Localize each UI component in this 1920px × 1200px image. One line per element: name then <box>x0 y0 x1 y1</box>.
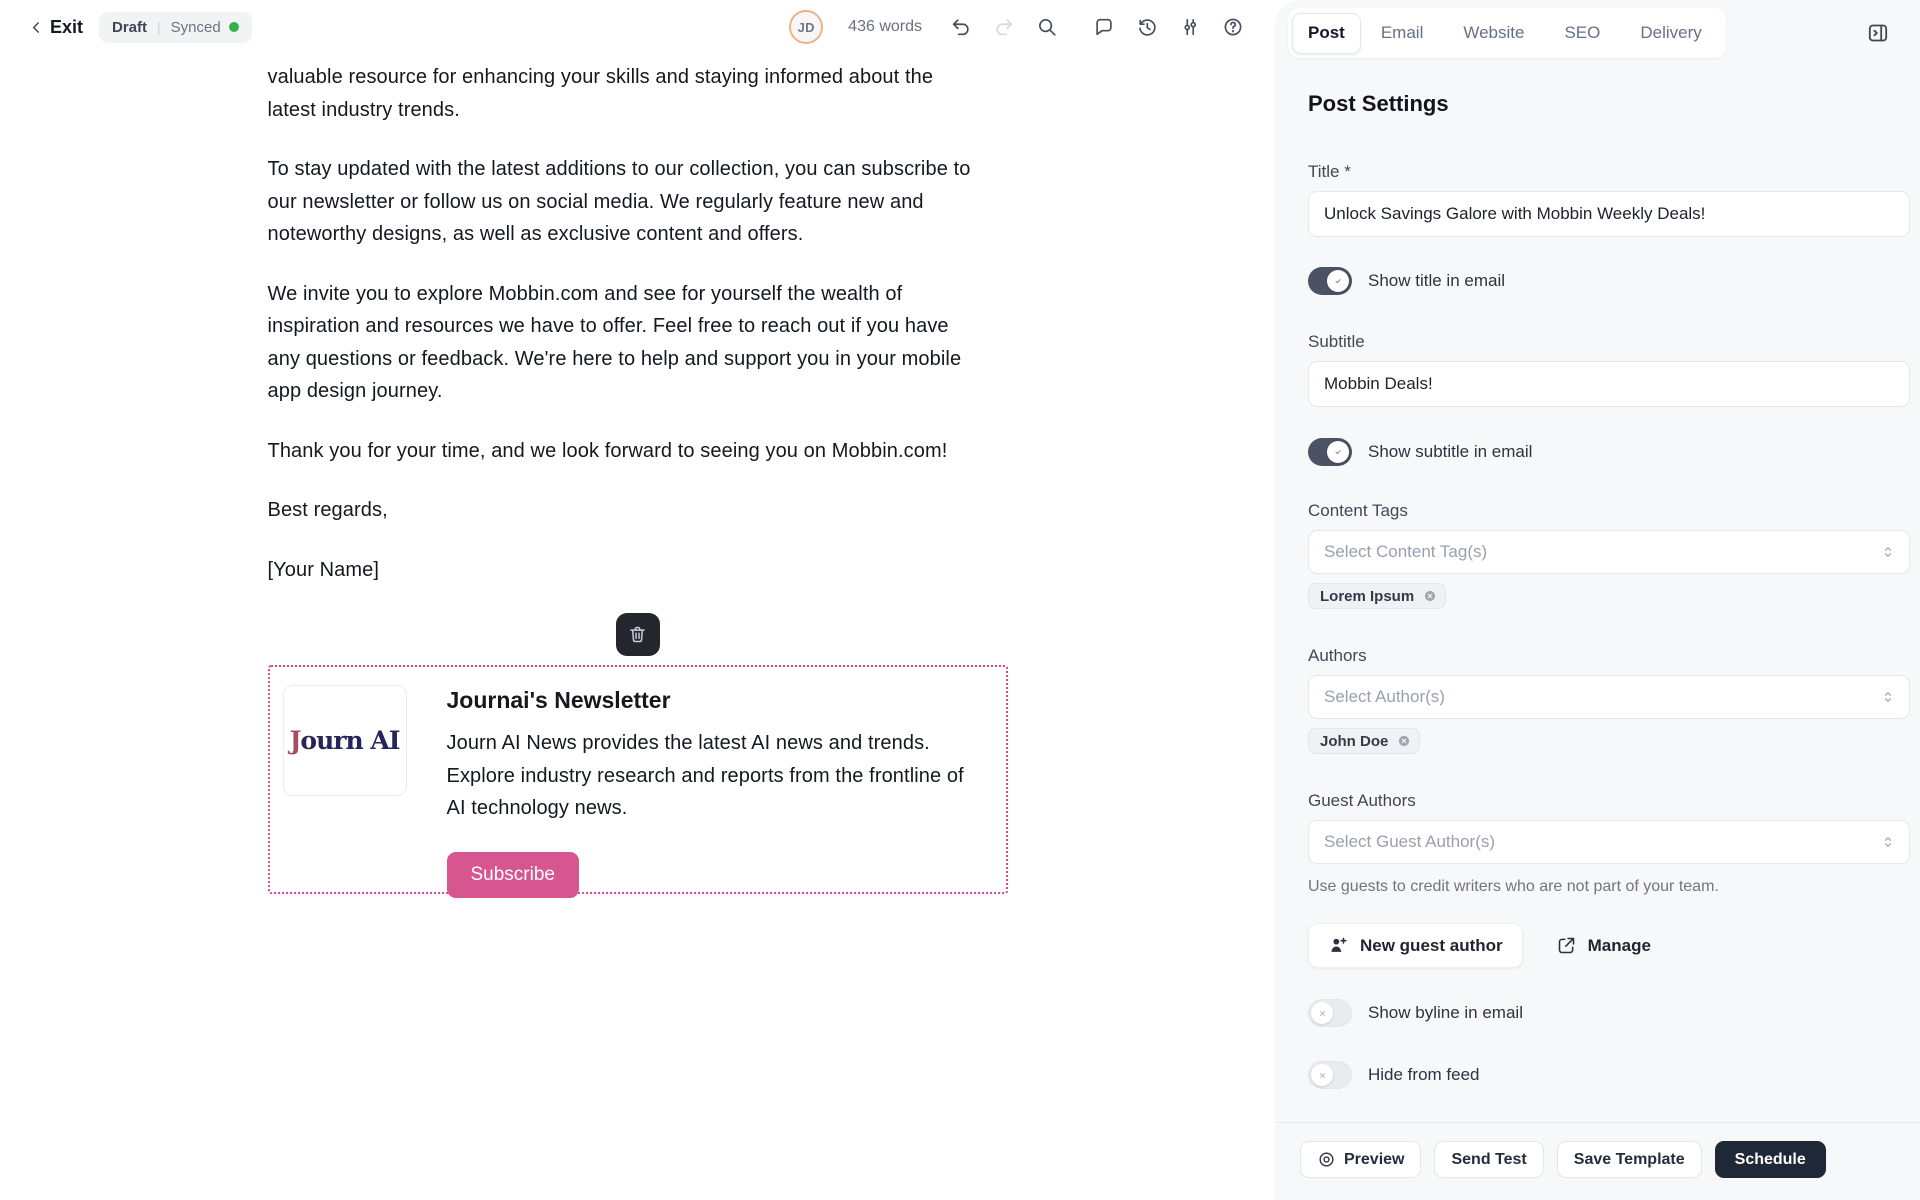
title-input[interactable] <box>1308 191 1910 237</box>
word-count: 436 words <box>848 18 922 35</box>
content-tag-chip[interactable] <box>1308 583 1446 609</box>
person-plus-icon <box>1328 935 1349 956</box>
guest-authors-label: Guest Authors <box>1308 791 1416 810</box>
paragraph: Best regards, <box>267 499 388 521</box>
exit-label: Exit <box>50 16 84 37</box>
redo-icon[interactable] <box>992 15 1016 39</box>
exit-button[interactable] <box>28 17 83 38</box>
show-title-toggle[interactable] <box>1308 267 1352 295</box>
newsletter-logo-text <box>290 726 400 755</box>
toggle-x-icon <box>1311 1064 1333 1086</box>
tab-seo[interactable]: SEO <box>1564 23 1601 42</box>
show-byline-toggle-row <box>1308 999 1908 1027</box>
synced-dot-icon <box>229 22 239 32</box>
authors-label: Authors <box>1308 646 1367 665</box>
subscribe-button[interactable]: Subscribe <box>447 852 580 898</box>
save-template-label: Save Template <box>1573 1150 1685 1168</box>
newsletter-signup-card[interactable] <box>268 665 1008 894</box>
delete-embed-button[interactable] <box>616 613 660 656</box>
post-settings-panel <box>1275 66 1920 1122</box>
toolbar-right-group <box>789 10 1245 44</box>
hide-from-feed-label: Hide from feed <box>1368 1065 1480 1084</box>
authors-placeholder: Select Author(s) <box>1324 687 1445 706</box>
preview-button[interactable] <box>1300 1141 1421 1178</box>
content-tags-group <box>1308 500 1908 609</box>
toggle-check-icon <box>1327 441 1349 463</box>
paragraph-list <box>268 61 1008 586</box>
trash-icon <box>627 624 648 645</box>
paragraph: valuable resource for enhancing your skills and staying informed about the latest industry trends. <box>267 66 934 121</box>
content-tags-placeholder: Select Content Tag(s) <box>1324 542 1488 561</box>
new-guest-author-label: New guest author <box>1360 935 1503 955</box>
toggle-check-icon <box>1327 270 1349 292</box>
manage-label: Manage <box>1587 935 1651 955</box>
authors-select[interactable] <box>1308 675 1910 719</box>
status-badge <box>99 12 252 43</box>
status-synced <box>171 19 239 36</box>
preview-eye-icon <box>1317 1150 1336 1169</box>
content-tag-chip-label: Lorem Ipsum <box>1320 587 1415 605</box>
logo-letter-j: J <box>289 726 301 755</box>
document-body <box>268 54 1008 894</box>
show-byline-label: Show byline in email <box>1368 1003 1523 1022</box>
newsletter-embed-block <box>268 613 1008 894</box>
send-test-button[interactable] <box>1434 1141 1543 1178</box>
newsletter-title: Journai's Newsletter <box>446 687 671 713</box>
status-synced-label: Synced <box>170 18 221 36</box>
logo-rest: ourn AI <box>300 726 400 755</box>
hide-from-feed-toggle-row <box>1308 1061 1908 1089</box>
subtitle-field-group <box>1308 331 1908 407</box>
comment-icon[interactable] <box>1092 15 1116 39</box>
author-chip[interactable] <box>1308 728 1420 754</box>
history-icon[interactable] <box>1135 15 1159 39</box>
title-field-group <box>1308 161 1908 237</box>
help-icon[interactable] <box>1221 15 1245 39</box>
guest-authors-select[interactable] <box>1308 820 1910 864</box>
newsletter-card-content <box>446 685 995 885</box>
editor-canvas[interactable] <box>0 54 1275 1200</box>
settings-tab-group <box>1288 8 1726 58</box>
avatar[interactable]: JD <box>789 10 823 44</box>
chevron-up-down-icon <box>1879 833 1897 851</box>
status-separator: | <box>157 19 161 35</box>
show-subtitle-toggle-row <box>1308 438 1908 466</box>
collapse-panel-icon[interactable] <box>1862 17 1894 49</box>
sliders-icon[interactable] <box>1178 15 1202 39</box>
content-tags-select[interactable] <box>1308 530 1910 574</box>
paragraph: Thank you for your time, and we look forward to seeing you on Mobbin.com! <box>267 439 948 462</box>
guest-authors-group <box>1308 790 1908 897</box>
chevron-up-down-icon <box>1879 688 1897 706</box>
status-draft: Draft <box>112 18 148 36</box>
paragraph: We invite you to explore Mobbin.com and see for yourself the wealth of inspiration and resources we have to offer. Feel free to reach out if you have any questions or feedback. We're here to help and support you in your mobile app design journey. <box>267 282 962 402</box>
title-label: Title * <box>1308 162 1351 181</box>
subtitle-label: Subtitle <box>1308 332 1365 351</box>
newsletter-description: Journ AI News provides the latest AI news and trends. Explore industry research and reports from the frontline of AI technology news. <box>446 732 964 819</box>
toggle-x-icon <box>1311 1002 1333 1024</box>
panel-heading: Post Settings <box>1308 91 1449 116</box>
chevron-up-down-icon <box>1879 543 1897 561</box>
newsletter-logo <box>283 685 407 796</box>
schedule-button[interactable] <box>1715 1141 1826 1178</box>
show-subtitle-toggle[interactable] <box>1308 438 1352 466</box>
external-link-icon <box>1556 935 1577 956</box>
guest-authors-helper: Use guests to credit writers who are not part of your team. <box>1308 878 1719 895</box>
remove-author-icon[interactable] <box>1396 733 1412 749</box>
remove-tag-icon[interactable] <box>1422 588 1438 604</box>
tab-post[interactable]: Post <box>1292 13 1361 54</box>
sidebar-header <box>1275 0 1920 66</box>
content-tags-label: Content Tags <box>1308 501 1408 520</box>
subtitle-input[interactable] <box>1308 361 1910 407</box>
guest-authors-placeholder: Select Guest Author(s) <box>1324 832 1496 851</box>
tab-delivery[interactable]: Delivery <box>1640 23 1702 42</box>
tab-email[interactable]: Email <box>1380 23 1424 42</box>
guest-author-actions <box>1308 923 1908 968</box>
new-guest-author-button[interactable] <box>1308 923 1523 968</box>
show-title-toggle-row <box>1308 267 1908 295</box>
settings-sidebar <box>1275 0 1920 1200</box>
authors-group <box>1308 645 1908 754</box>
chevron-left-icon <box>28 19 45 36</box>
manage-button[interactable] <box>1550 934 1657 957</box>
preview-label: Preview <box>1344 1150 1405 1168</box>
hide-from-feed-toggle[interactable] <box>1308 1061 1352 1089</box>
sidebar-footer <box>1275 1122 1920 1200</box>
toolbar-left-group <box>28 12 252 43</box>
author-chip-label: John Doe <box>1320 732 1389 750</box>
paragraph: [Your Name] <box>267 558 380 581</box>
save-template-button[interactable] <box>1557 1141 1702 1178</box>
paragraph: To stay updated with the latest additions to our collection, you can subscribe to our newsletter or follow us on social media. We regularly feature new and noteworthy designs, as well as exclusive content and offers. <box>267 158 971 245</box>
editor-toolbar <box>0 0 1275 54</box>
tab-website[interactable]: Website <box>1463 23 1525 42</box>
show-title-label: Show title in email <box>1368 271 1506 290</box>
undo-icon[interactable] <box>949 15 973 39</box>
search-icon[interactable] <box>1035 15 1059 39</box>
show-byline-toggle[interactable] <box>1308 999 1352 1027</box>
send-test-label: Send Test <box>1451 1150 1527 1168</box>
schedule-label: Schedule <box>1734 1150 1806 1168</box>
show-subtitle-label: Show subtitle in email <box>1368 442 1533 461</box>
